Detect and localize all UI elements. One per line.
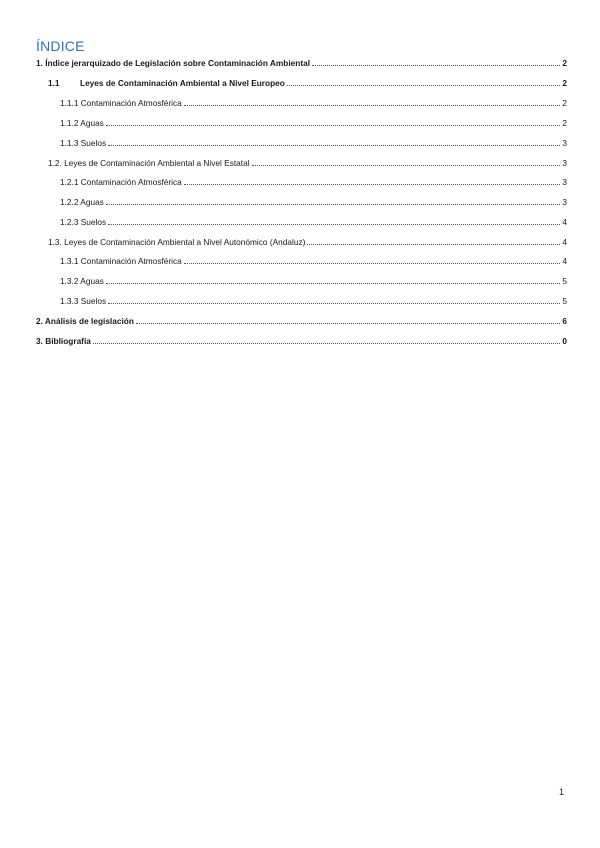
toc-page-number: 5 — [562, 276, 567, 286]
toc-entry-1-1[interactable] — [48, 78, 567, 89]
toc-entry-text: Leyes de Contaminación Ambiental a Nivel Europeo — [80, 78, 285, 88]
toc-page-number: 3 — [562, 138, 567, 148]
toc-page-number: 3 — [562, 158, 567, 168]
toc-page-number: 0 — [562, 336, 567, 346]
dot-leader — [307, 244, 560, 245]
toc-entry-text: 3. Bibliografía — [36, 336, 91, 346]
toc-page-number: 6 — [562, 316, 567, 326]
toc-page-number: 2 — [562, 98, 567, 108]
toc-entry-text: 1.2. Leyes de Contaminación Ambiental a Nivel Estatal — [48, 158, 250, 168]
toc-entry-1-3-1[interactable] — [60, 256, 567, 267]
dot-leader — [108, 303, 560, 304]
dot-leader — [136, 323, 560, 324]
toc-page-number: 2 — [562, 78, 567, 88]
dot-leader — [287, 85, 561, 86]
toc-page-number: 4 — [562, 256, 567, 266]
toc-entry-1-1-1[interactable] — [60, 98, 567, 109]
toc-entry-1-2-1[interactable] — [60, 177, 567, 188]
toc-page-number: 2 — [562, 58, 567, 68]
dot-leader — [252, 165, 561, 166]
toc-entry-text: 1.1.1 Contaminación Atmosférica — [60, 98, 182, 108]
toc-entry-text: 1.2.1 Contaminación Atmosférica — [60, 177, 182, 187]
toc-entry-1-2[interactable] — [48, 158, 567, 169]
toc-entry-number: 1.1 — [48, 78, 60, 88]
toc-entry-1-3-3[interactable] — [60, 296, 567, 307]
toc-entry-1-2-2[interactable] — [60, 197, 567, 208]
dot-leader — [108, 224, 560, 225]
dot-leader — [108, 145, 560, 146]
dot-leader — [106, 204, 561, 205]
toc-entry-text: 1.1.2 Aguas — [60, 118, 104, 128]
toc-entry-2[interactable] — [36, 316, 567, 327]
toc-page-number: 4 — [562, 237, 567, 247]
toc-entry-1-1-2[interactable] — [60, 118, 567, 129]
dot-leader — [106, 125, 561, 126]
toc-page-number: 2 — [562, 118, 567, 128]
toc-entry-text: 1.3. Leyes de Contaminación Ambiental a Nivel Autonómico (Andaluz) — [48, 237, 306, 247]
toc-entry-text: 1.2.2 Aguas — [60, 197, 104, 207]
toc-page-number: 4 — [562, 217, 567, 227]
toc-entry-1[interactable] — [36, 58, 567, 69]
toc-entry-text: 1.3.3 Suelos — [60, 296, 107, 306]
toc-entry-1-3-2[interactable] — [60, 276, 567, 287]
toc-entry-text: 2. Análisis de legislación — [36, 316, 134, 326]
dot-leader — [184, 105, 561, 106]
toc-page-number: 3 — [562, 177, 567, 187]
toc-entry-3[interactable] — [36, 336, 567, 347]
toc-entry-text: 1. Índice jerarquizado de Legislación sobre Contaminación Ambiental — [36, 58, 311, 68]
toc-entry-text: 1.1.3 Suelos — [60, 138, 107, 148]
toc-page-number: 5 — [562, 296, 567, 306]
toc-entry-text: 1.2.3 Suelos — [60, 217, 107, 227]
dot-leader — [106, 283, 561, 284]
footer-page-number: 1 — [558, 787, 564, 797]
toc-entry-1-1-3[interactable] — [60, 138, 567, 149]
dot-leader — [184, 263, 561, 264]
toc-entry-1-3[interactable] — [48, 237, 567, 248]
toc-title: ÍNDICE — [36, 38, 85, 54]
dot-leader — [312, 65, 560, 66]
dot-leader — [93, 343, 561, 344]
toc-entry-text: 1.3.2 Aguas — [60, 276, 104, 286]
dot-leader — [184, 184, 561, 185]
toc-entry-1-2-3[interactable] — [60, 217, 567, 228]
toc-entry-text: 1.3.1 Contaminación Atmosférica — [60, 256, 182, 266]
toc-page-number: 3 — [562, 197, 567, 207]
